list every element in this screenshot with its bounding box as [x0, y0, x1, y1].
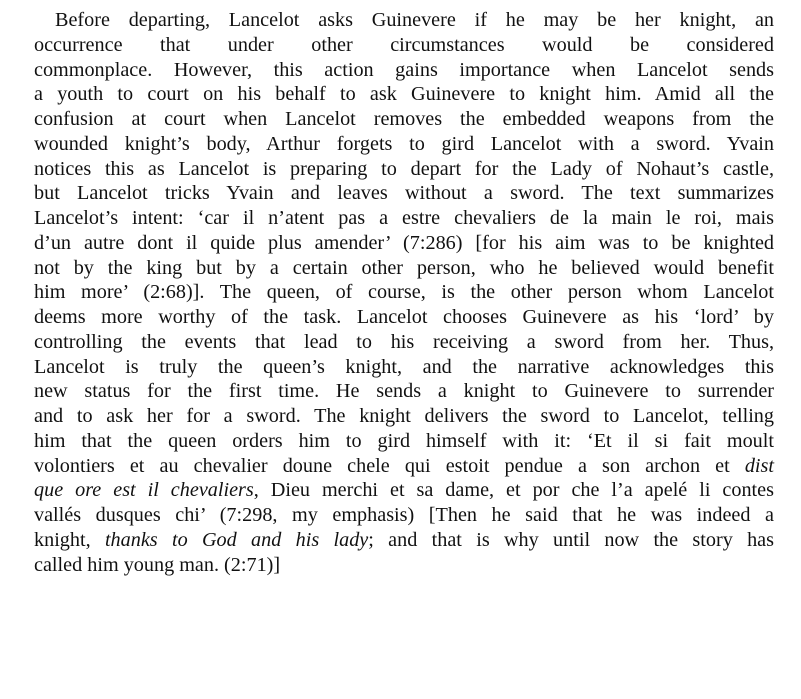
text-span: called him young man. (2:71)] — [34, 553, 281, 576]
text-span: d’un autre dont il quide plus amender’ (7:286) [for his aim was to be knighted — [34, 231, 774, 254]
emphasis-span: dist — [744, 454, 774, 477]
text-span: wounded knight’s body, Arthur forgets to gird Lancelot with a sword. Yvain — [34, 132, 774, 155]
text-line — [34, 231, 774, 256]
text-span: but Lancelot tricks Yvain and leaves without a sword. The text summarizes — [34, 182, 774, 205]
text-line — [34, 82, 774, 107]
text-span: ; and that is why until now the story has — [368, 528, 774, 551]
text-span: him more’ (2:68)]. The queen, of course, is the other person whom Lancelot — [34, 281, 774, 304]
text-span: new status for the first time. He sends a knight to Guinevere to surrender — [34, 380, 774, 403]
text-line — [34, 404, 774, 429]
text-line — [34, 379, 774, 404]
text-span: occurrence that under other circumstances would be considered — [34, 33, 774, 56]
text-span: Lancelot is truly the queen’s knight, and the narrative acknowledges this — [34, 355, 774, 378]
text-line — [34, 553, 774, 578]
text-line — [34, 181, 774, 206]
text-line — [34, 454, 774, 479]
text-line — [34, 355, 774, 380]
text-span: controlling the events that lead to his receiving a sword from her. Thus, — [34, 330, 774, 353]
text-span: not by the king but by a certain other person, who he believed would benefit — [34, 256, 774, 279]
text-span: volontiers et au chevalier doune chele qui estoit pendue a son archon et — [34, 454, 745, 477]
text-span: him that the queen orders him to gird himself with it: ‘Et il si fait moult — [34, 429, 774, 452]
text-span: a youth to court on his behalf to ask Guinevere to knight him. Amid all the — [34, 83, 774, 106]
text-line — [34, 528, 774, 553]
text-line — [34, 33, 774, 58]
text-span: and to ask her for a sword. The knight delivers the sword to Lancelot, telling — [34, 405, 774, 427]
text-line — [34, 330, 774, 355]
text-line — [34, 132, 774, 157]
text-line — [34, 58, 774, 83]
text-span: Lancelot’s intent: ‘car il n’atent pas a estre chevaliers de la main le roi, mais — [34, 207, 774, 229]
text-span: vallés dusques chi’ (7:298, my emphasis) [Then he said that he was indeed a — [34, 504, 774, 526]
emphasis-span: thanks to God and his lady — [104, 528, 369, 551]
body-paragraph — [34, 8, 774, 577]
text-span: knight, — [34, 528, 105, 551]
text-span: Before departing, Lancelot asks Guinevere if he may be her knight, an — [55, 9, 774, 31]
text-line — [34, 256, 774, 281]
text-line — [34, 429, 774, 454]
text-span: commonplace. However, this action gains importance when Lancelot sends — [34, 58, 774, 81]
text-line — [34, 280, 774, 305]
text-span: , Dieu merchi et sa dame, et por che l’a apelé li contes — [253, 479, 774, 502]
text-line — [34, 305, 774, 330]
text-line — [34, 206, 774, 231]
text-line — [34, 157, 774, 182]
text-line — [34, 478, 774, 503]
text-line — [34, 107, 774, 132]
text-span: confusion at court when Lancelot removes the embedded weapons from the — [34, 108, 774, 130]
emphasis-span: que ore est il chevaliers — [34, 479, 254, 502]
text-line — [34, 503, 774, 528]
text-span: notices this as Lancelot is preparing to depart for the Lady of Nohaut’s castle, — [34, 157, 774, 180]
text-line — [34, 8, 774, 33]
text-span: deems more worthy of the task. Lancelot chooses Guinevere as his ‘lord’ by — [34, 306, 774, 328]
